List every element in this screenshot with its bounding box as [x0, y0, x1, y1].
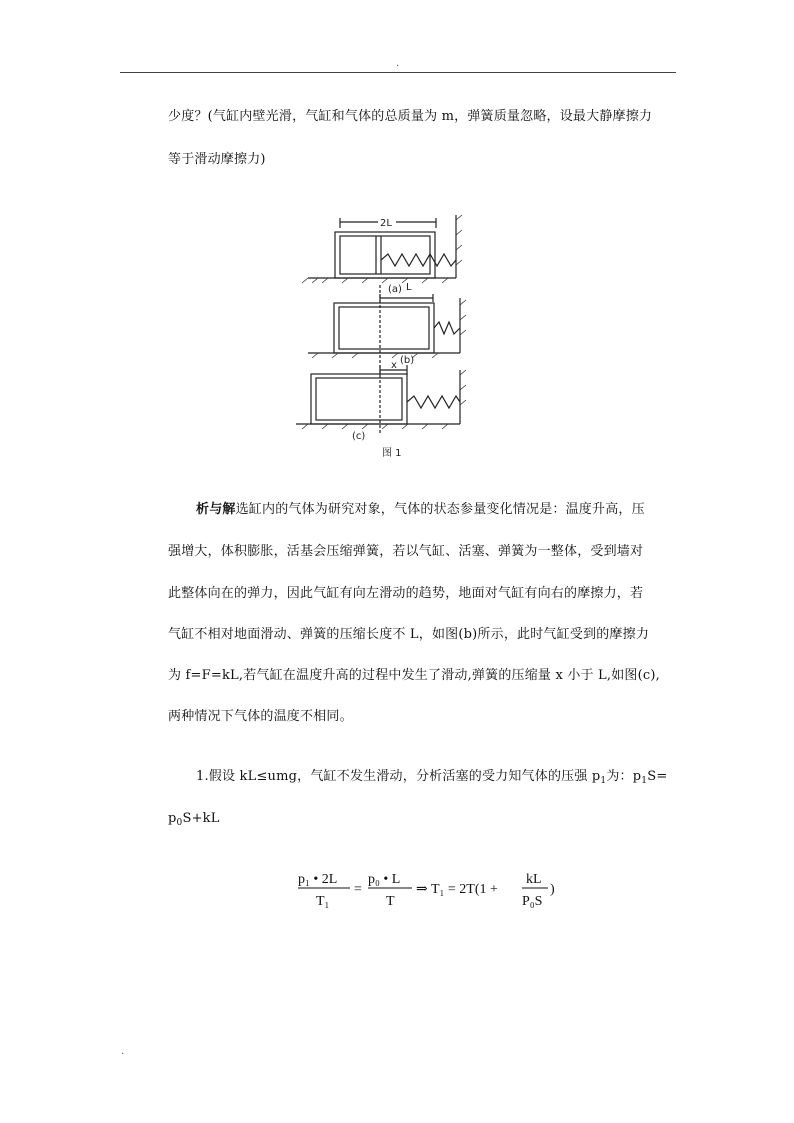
case1-sub-1: 1 — [600, 776, 607, 786]
case1-text-1: 1.假设 kL≤umg，气缸不发生滑动，分析活塞的受力知气体的压强 p — [196, 769, 601, 784]
cylinder-b-inner — [339, 307, 429, 349]
spring-a — [381, 254, 456, 266]
spring-c — [407, 396, 460, 408]
case1-text-2: 为：p — [606, 769, 642, 784]
spring-b — [434, 322, 460, 334]
header-mark: . — [396, 58, 400, 69]
label-L: L — [406, 282, 412, 293]
analysis-line-4: 气缸不相对地面滑动、弹簧的压缩长度不 L，如图(b)所示，此时气缸受到的摩擦力 — [168, 627, 650, 642]
label-x: x — [391, 360, 397, 371]
gas-law-formula — [296, 866, 566, 916]
case1-line-1 — [196, 768, 667, 786]
case1-rest: S+kL — [182, 811, 220, 826]
analysis-line-3: 此整体向在的弹力，因此气缸有向左滑动的趋势，地面对气缸有向右的摩擦力，若 — [168, 586, 644, 601]
formula-frac-den: P₀S — [522, 894, 543, 909]
formula-mid-den: T — [386, 894, 395, 909]
case1-text-3: S= — [647, 769, 668, 784]
formula-close: ) — [550, 882, 555, 897]
case1-p-sub: 0 — [176, 818, 183, 828]
analysis-line-1 — [196, 501, 645, 519]
analysis-line-6: 两种情况下气体的温度不相同。 — [168, 709, 353, 724]
intro-line-2: 等于滑动摩擦力) — [168, 152, 266, 167]
footer-mark: . — [121, 1046, 125, 1057]
case1-sub-2: 1 — [641, 776, 648, 786]
cylinder-b-outer — [334, 303, 434, 353]
formula-mid-num: p₀ • L — [368, 872, 401, 887]
label-a: (a) — [388, 284, 402, 295]
analysis-line-2: 强增大，体积膨胀，活基会压缩弹簧，若以气缸、活塞、弹簧为一整体，受到墙对 — [168, 544, 644, 559]
formula-frac-num: kL — [526, 872, 542, 887]
cylinder-diagram — [288, 210, 473, 465]
cylinder-a-outer — [335, 232, 435, 278]
label-c: (c) — [352, 431, 366, 442]
case1-p: p — [168, 811, 177, 826]
label-2L: 2L — [380, 218, 392, 229]
formula-lhs-num: p₁ • 2L — [298, 872, 338, 887]
cylinder-c-outer — [311, 374, 407, 424]
case1-line-2 — [168, 810, 220, 828]
label-b: (b) — [400, 355, 415, 366]
formula-implies: ⇒ T₁ = 2T(1 + — [416, 882, 498, 897]
figure-1 — [288, 210, 473, 465]
header-rule — [120, 72, 676, 73]
formula-lhs-den: T₁ — [316, 894, 330, 909]
analysis-line-5: 为 f=F=kL,若气缸在温度升高的过程中发生了滑动,弹簧的压缩量 x 小于 L,如图(c), — [168, 668, 660, 683]
cylinder-c-inner — [316, 378, 402, 420]
analysis-lead: 析与解 — [196, 502, 236, 517]
analysis-line-1-text: 选缸内的气体为研究对象，气体的状态参量变化情况是：温度升高，压 — [235, 502, 645, 517]
intro-line-1: 少度？(气缸内壁光滑，气缸和气体的总质量为 m，弹簧质量忽略，设最大静摩擦力 — [168, 109, 653, 124]
figure-caption: 图 1 — [382, 448, 402, 459]
formula-eq: = — [354, 882, 362, 897]
